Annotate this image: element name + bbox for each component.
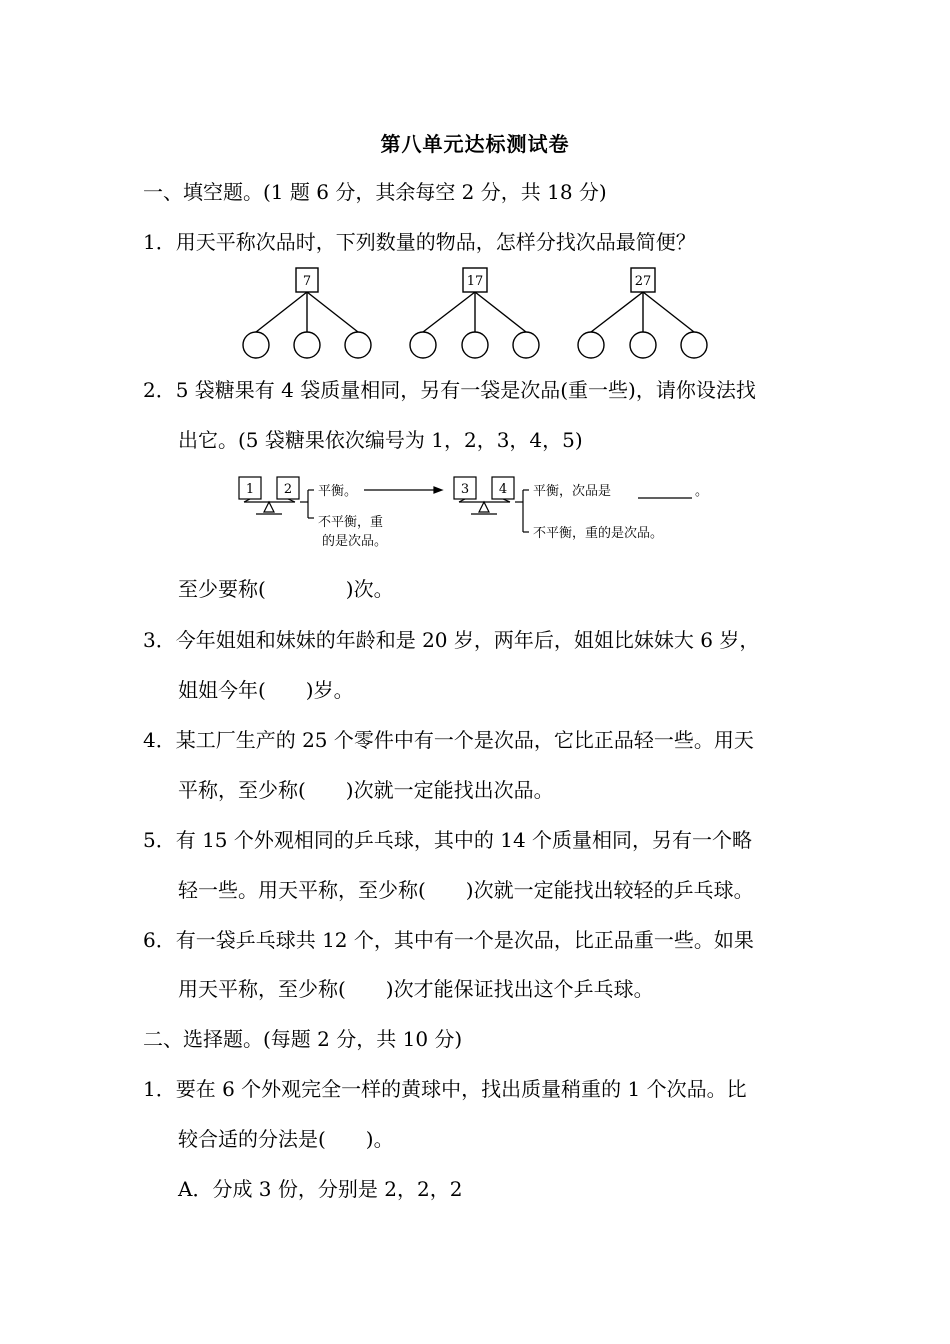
s2-q1-option-a[interactable]: A．分成 3 份，分别是 2，2，2 — [178, 1177, 463, 1201]
q2-line1: 2．5 袋糖果有 4 袋质量相同，另有一袋是次品(重一些)，请你设法找 — [143, 378, 756, 402]
unbalanced-text-1b: 的是次品。 — [322, 534, 388, 549]
tree-3-label: 27 — [634, 274, 652, 289]
pan-label-4: 4 — [498, 482, 508, 497]
q6-line2: 用天平称，至少称( )次才能保证找出这个乒乓球。 — [178, 977, 654, 1001]
s2-q1-line2: 较合适的分法是( )。 — [178, 1127, 394, 1151]
q4-line2: 平称，至少称( )次就一定能找出次品。 — [178, 778, 554, 802]
q3-line1: 3．今年姐姐和妹妹的年龄和是 20 岁，两年后，姐姐比妹妹大 6 岁， — [143, 628, 760, 652]
q6-line1: 6．有一袋乒乓球共 12 个，其中有一个是次品，比正品重一些。如果 — [143, 928, 754, 952]
tree-2-label: 17 — [466, 274, 484, 289]
q2-balance-diagram — [236, 474, 716, 554]
pan-label-1: 1 — [245, 482, 255, 497]
q4-line1: 4．某工厂生产的 25 个零件中有一个是次品，它比正品轻一些。用天 — [143, 728, 754, 752]
pan-label-3: 3 — [460, 482, 470, 497]
q2-line3: 至少要称( )次。 — [178, 577, 394, 601]
arrow-head — [434, 487, 442, 493]
unbalanced-text-1a: 不平衡，重 — [318, 515, 384, 530]
balanced-text-1: 平衡。 — [318, 484, 358, 499]
q1-tree-diagrams — [230, 262, 720, 366]
section2-header: 二、选择题。(每题 2 分，共 10 分) — [143, 1027, 463, 1051]
tree-1-label: 7 — [302, 274, 312, 289]
unbalanced-text-2: 不平衡，重的是次品。 — [533, 526, 664, 541]
q5-line2: 轻一些。用天平称，至少称( )次就一定能找出较轻的乒乓球。 — [178, 878, 754, 902]
q3-line2: 姐姐今年( )岁。 — [178, 678, 354, 702]
balanced-text-2-end: 。 — [695, 484, 709, 499]
q2-line2: 出它。(5 袋糖果依次编号为 1，2，3，4，5) — [178, 428, 583, 452]
q5-line1: 5．有 15 个外观相同的乒乓球，其中的 14 个质量相同，另有一个略 — [143, 828, 753, 852]
pan-label-2: 2 — [283, 482, 293, 497]
page-title: 第八单元达标测试卷 — [380, 132, 570, 156]
q1-text: 1．用天平称次品时，下列数量的物品，怎样分找次品最简便？ — [143, 230, 696, 254]
s2-q1-line1: 1．要在 6 个外观完全一样的黄球中，找出质量稍重的 1 个次品。比 — [143, 1077, 747, 1101]
balanced-text-2: 平衡，次品是 — [533, 484, 612, 499]
section1-header: 一、填空题。(1 题 6 分，其余每空 2 分，共 18 分) — [143, 180, 607, 204]
